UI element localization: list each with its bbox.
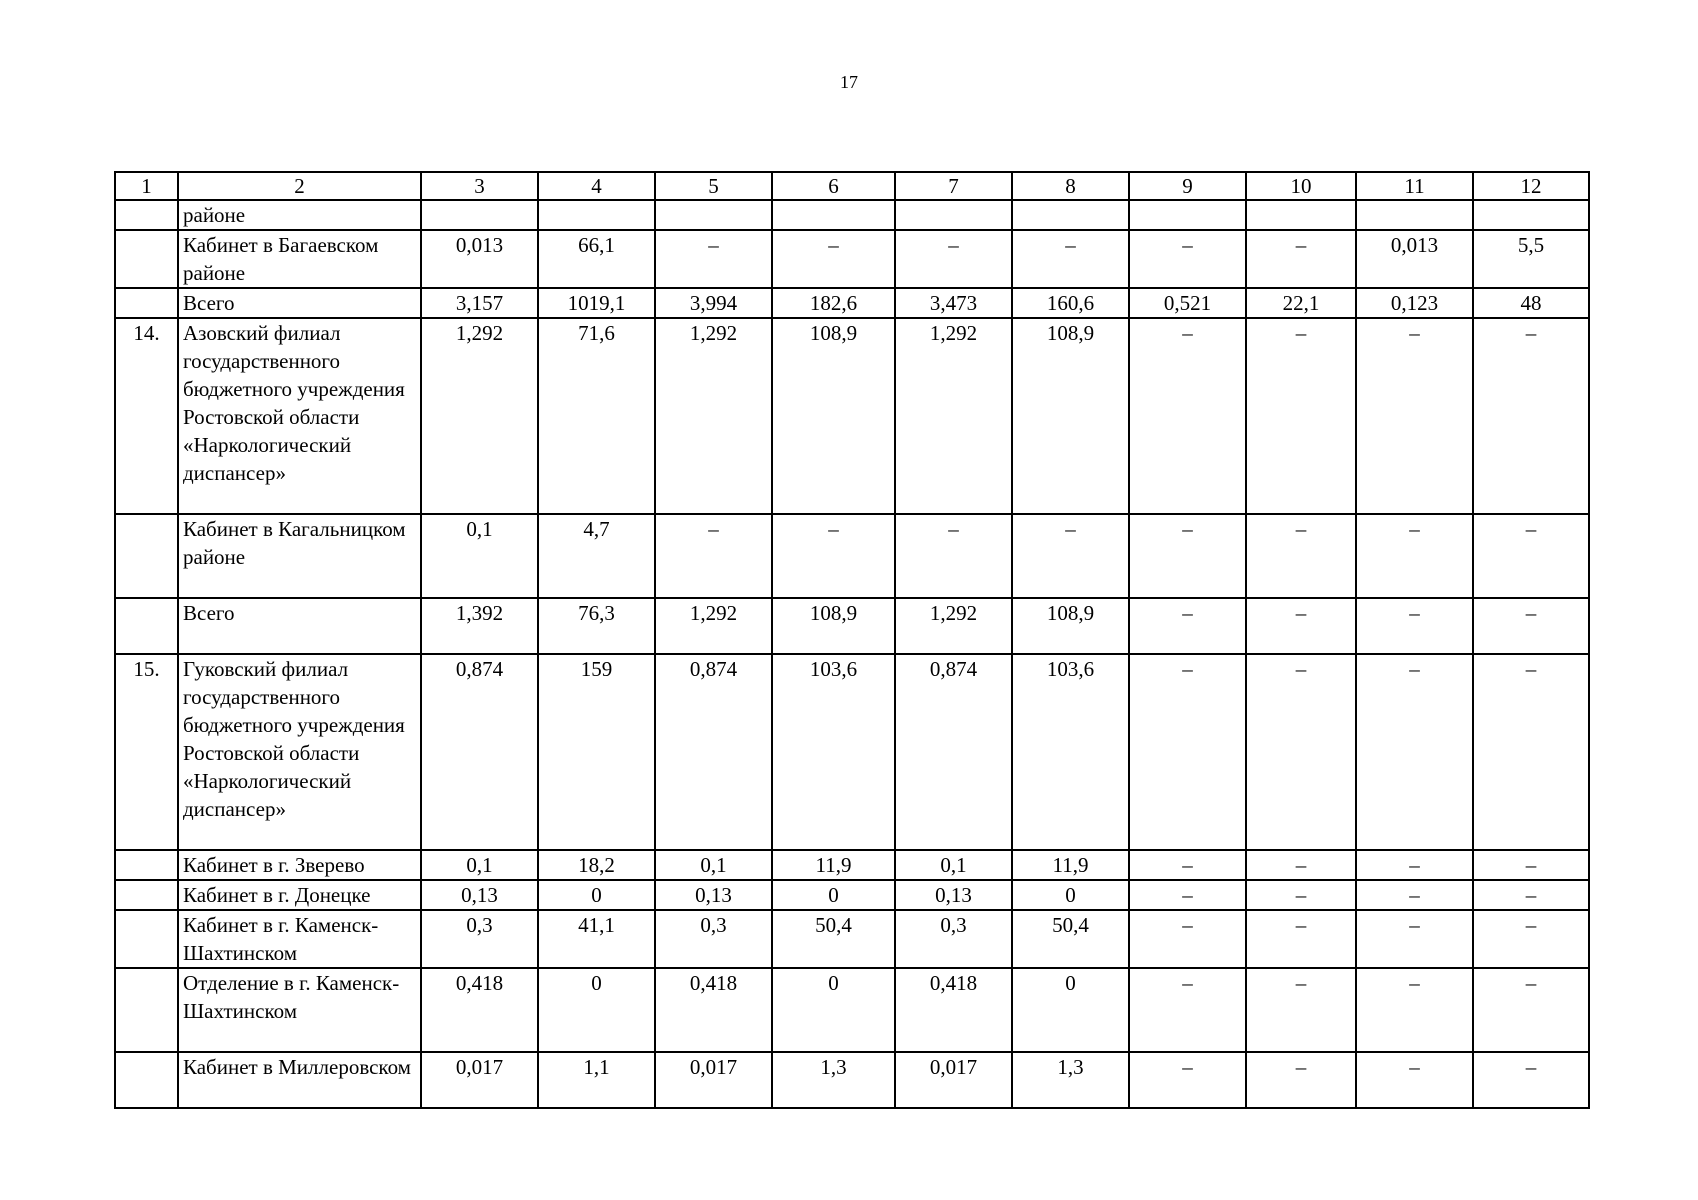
row-number-cell bbox=[115, 288, 178, 318]
column-number-header: 6 bbox=[772, 172, 895, 200]
value-cell: 0,13 bbox=[895, 880, 1012, 910]
value-cell bbox=[421, 200, 538, 230]
value-cell: 1,292 bbox=[421, 318, 538, 514]
value-cell: – bbox=[1246, 968, 1356, 1052]
value-cell: – bbox=[655, 230, 772, 288]
value-cell: 159 bbox=[538, 654, 655, 850]
value-cell: – bbox=[1129, 514, 1246, 598]
value-cell: 3,994 bbox=[655, 288, 772, 318]
row-number-cell bbox=[115, 230, 178, 288]
value-cell: 0,1 bbox=[895, 850, 1012, 880]
value-cell: 0,418 bbox=[655, 968, 772, 1052]
value-cell bbox=[1129, 200, 1246, 230]
value-cell: – bbox=[1129, 1052, 1246, 1108]
value-cell: – bbox=[1473, 514, 1589, 598]
value-cell: – bbox=[1473, 1052, 1589, 1108]
value-cell: 1,292 bbox=[895, 598, 1012, 654]
value-cell: 22,1 bbox=[1246, 288, 1356, 318]
row-number-cell bbox=[115, 514, 178, 598]
value-cell bbox=[772, 200, 895, 230]
table-row bbox=[115, 200, 1589, 230]
value-cell: 0,13 bbox=[421, 880, 538, 910]
value-cell: – bbox=[1473, 654, 1589, 850]
value-cell: 41,1 bbox=[538, 910, 655, 968]
column-number-header: 4 bbox=[538, 172, 655, 200]
value-cell: – bbox=[772, 230, 895, 288]
value-cell: 66,1 bbox=[538, 230, 655, 288]
value-cell: – bbox=[1356, 598, 1473, 654]
value-cell: 0,123 bbox=[1356, 288, 1473, 318]
value-cell: – bbox=[1129, 910, 1246, 968]
value-cell: – bbox=[772, 514, 895, 598]
value-cell bbox=[655, 200, 772, 230]
value-cell: – bbox=[1129, 850, 1246, 880]
value-cell: 50,4 bbox=[772, 910, 895, 968]
value-cell: – bbox=[1246, 598, 1356, 654]
table-row bbox=[115, 880, 1589, 910]
value-cell: – bbox=[1473, 968, 1589, 1052]
value-cell: 160,6 bbox=[1012, 288, 1129, 318]
value-cell: – bbox=[1356, 514, 1473, 598]
table-row bbox=[115, 288, 1589, 318]
value-cell: – bbox=[1129, 230, 1246, 288]
row-number-cell bbox=[115, 850, 178, 880]
column-number-header: 3 bbox=[421, 172, 538, 200]
value-cell: 0,1 bbox=[421, 514, 538, 598]
row-number-cell bbox=[115, 968, 178, 1052]
value-cell: 0 bbox=[772, 880, 895, 910]
value-cell: 108,9 bbox=[772, 318, 895, 514]
table-row bbox=[115, 514, 1589, 598]
value-cell: – bbox=[1473, 850, 1589, 880]
institution-name-cell: Кабинет в г. Зверево bbox=[178, 850, 421, 880]
value-cell: – bbox=[1246, 318, 1356, 514]
column-number-header: 12 bbox=[1473, 172, 1589, 200]
value-cell: 1,1 bbox=[538, 1052, 655, 1108]
value-cell: – bbox=[895, 230, 1012, 288]
value-cell: – bbox=[1246, 654, 1356, 850]
value-cell: – bbox=[1356, 910, 1473, 968]
value-cell: 76,3 bbox=[538, 598, 655, 654]
value-cell: 0,3 bbox=[895, 910, 1012, 968]
institution-name-cell: Кабинет в г. Донецке bbox=[178, 880, 421, 910]
value-cell: 0,874 bbox=[421, 654, 538, 850]
value-cell: 108,9 bbox=[1012, 318, 1129, 514]
page-number: 17 bbox=[840, 72, 858, 92]
value-cell: 0,013 bbox=[1356, 230, 1473, 288]
value-cell: 3,473 bbox=[895, 288, 1012, 318]
value-cell: 0,874 bbox=[655, 654, 772, 850]
value-cell: 1019,1 bbox=[538, 288, 655, 318]
value-cell: – bbox=[655, 514, 772, 598]
value-cell: 5,5 bbox=[1473, 230, 1589, 288]
header-row bbox=[115, 172, 1589, 200]
table-row bbox=[115, 230, 1589, 288]
value-cell: – bbox=[1356, 318, 1473, 514]
value-cell: 103,6 bbox=[772, 654, 895, 850]
value-cell: 103,6 bbox=[1012, 654, 1129, 850]
value-cell: 0,418 bbox=[421, 968, 538, 1052]
table-row bbox=[115, 968, 1589, 1052]
value-cell: – bbox=[1246, 880, 1356, 910]
value-cell: – bbox=[1356, 1052, 1473, 1108]
value-cell: 108,9 bbox=[772, 598, 895, 654]
value-cell: – bbox=[1473, 910, 1589, 968]
value-cell: – bbox=[1356, 850, 1473, 880]
value-cell bbox=[1012, 200, 1129, 230]
value-cell: 1,3 bbox=[772, 1052, 895, 1108]
value-cell: 0,1 bbox=[655, 850, 772, 880]
value-cell: 0,13 bbox=[655, 880, 772, 910]
row-number-cell bbox=[115, 1052, 178, 1108]
value-cell: 1,292 bbox=[655, 318, 772, 514]
value-cell: – bbox=[1012, 514, 1129, 598]
value-cell: 50,4 bbox=[1012, 910, 1129, 968]
column-number-header: 11 bbox=[1356, 172, 1473, 200]
column-number-header: 9 bbox=[1129, 172, 1246, 200]
institution-name-cell: Всего bbox=[178, 598, 421, 654]
value-cell: 0,013 bbox=[421, 230, 538, 288]
value-cell: – bbox=[1473, 318, 1589, 514]
column-number-header: 7 bbox=[895, 172, 1012, 200]
value-cell bbox=[1473, 200, 1589, 230]
value-cell: – bbox=[1246, 230, 1356, 288]
column-number-header: 10 bbox=[1246, 172, 1356, 200]
column-number-header: 1 bbox=[115, 172, 178, 200]
value-cell: – bbox=[1129, 880, 1246, 910]
table-row bbox=[115, 318, 1589, 514]
value-cell: – bbox=[1129, 968, 1246, 1052]
value-cell: 1,3 bbox=[1012, 1052, 1129, 1108]
value-cell: 0,017 bbox=[421, 1052, 538, 1108]
institution-name-cell: Всего bbox=[178, 288, 421, 318]
table-row bbox=[115, 910, 1589, 968]
value-cell: 0,017 bbox=[655, 1052, 772, 1108]
value-cell bbox=[1246, 200, 1356, 230]
value-cell: – bbox=[1129, 318, 1246, 514]
value-cell: – bbox=[1246, 514, 1356, 598]
value-cell: 11,9 bbox=[1012, 850, 1129, 880]
column-number-header: 5 bbox=[655, 172, 772, 200]
value-cell bbox=[538, 200, 655, 230]
value-cell: 0,874 bbox=[895, 654, 1012, 850]
value-cell bbox=[895, 200, 1012, 230]
value-cell: 0,418 bbox=[895, 968, 1012, 1052]
row-number-cell bbox=[115, 200, 178, 230]
column-number-header: 2 bbox=[178, 172, 421, 200]
row-number-cell bbox=[115, 880, 178, 910]
value-cell: 0,521 bbox=[1129, 288, 1246, 318]
institution-name-cell: Гуковский филиал государственного бюджетного учреждения Ростовской области «Наркологический диспансер» bbox=[178, 654, 421, 850]
row-number-cell: 14. bbox=[115, 318, 178, 514]
value-cell: – bbox=[1129, 654, 1246, 850]
table-row bbox=[115, 598, 1589, 654]
value-cell: 0 bbox=[772, 968, 895, 1052]
institution-name-cell: Азовский филиал государственного бюджетного учреждения Ростовской области «Наркологический диспансер» bbox=[178, 318, 421, 514]
institution-name-cell: Кабинет в Кагальницком районе bbox=[178, 514, 421, 598]
value-cell: – bbox=[1129, 598, 1246, 654]
row-number-cell: 15. bbox=[115, 654, 178, 850]
institution-name-cell: районе bbox=[178, 200, 421, 230]
value-cell: 0 bbox=[538, 968, 655, 1052]
value-cell bbox=[1356, 200, 1473, 230]
value-cell: 0 bbox=[1012, 968, 1129, 1052]
row-number-cell bbox=[115, 598, 178, 654]
value-cell: 4,7 bbox=[538, 514, 655, 598]
value-cell: 0,1 bbox=[421, 850, 538, 880]
value-cell: 48 bbox=[1473, 288, 1589, 318]
value-cell: 71,6 bbox=[538, 318, 655, 514]
institution-name-cell: Отделение в г. Каменск-Шахтинском bbox=[178, 968, 421, 1052]
value-cell: – bbox=[1356, 880, 1473, 910]
row-number-cell bbox=[115, 910, 178, 968]
institution-name-cell: Кабинет в Миллеровском bbox=[178, 1052, 421, 1108]
column-number-header: 8 bbox=[1012, 172, 1129, 200]
value-cell: 11,9 bbox=[772, 850, 895, 880]
table-row bbox=[115, 850, 1589, 880]
value-cell: 0,017 bbox=[895, 1052, 1012, 1108]
institution-name-cell: Кабинет в Багаевском районе bbox=[178, 230, 421, 288]
value-cell: 3,157 bbox=[421, 288, 538, 318]
institution-name-cell: Кабинет в г. Каменск-Шахтинском bbox=[178, 910, 421, 968]
value-cell: 108,9 bbox=[1012, 598, 1129, 654]
value-cell: 0,3 bbox=[655, 910, 772, 968]
data-table bbox=[114, 171, 1590, 1109]
value-cell: 1,292 bbox=[895, 318, 1012, 514]
value-cell: – bbox=[1246, 850, 1356, 880]
value-cell: 0 bbox=[1012, 880, 1129, 910]
value-cell: – bbox=[1473, 598, 1589, 654]
value-cell: – bbox=[1012, 230, 1129, 288]
value-cell: – bbox=[1246, 910, 1356, 968]
value-cell: 18,2 bbox=[538, 850, 655, 880]
value-cell: 0,3 bbox=[421, 910, 538, 968]
value-cell: 1,292 bbox=[655, 598, 772, 654]
value-cell: – bbox=[1246, 1052, 1356, 1108]
value-cell: 182,6 bbox=[772, 288, 895, 318]
table-row bbox=[115, 654, 1589, 850]
value-cell: 0 bbox=[538, 880, 655, 910]
value-cell: – bbox=[1356, 654, 1473, 850]
table-row bbox=[115, 1052, 1589, 1108]
value-cell: – bbox=[1473, 880, 1589, 910]
value-cell: – bbox=[1356, 968, 1473, 1052]
value-cell: 1,392 bbox=[421, 598, 538, 654]
value-cell: – bbox=[895, 514, 1012, 598]
